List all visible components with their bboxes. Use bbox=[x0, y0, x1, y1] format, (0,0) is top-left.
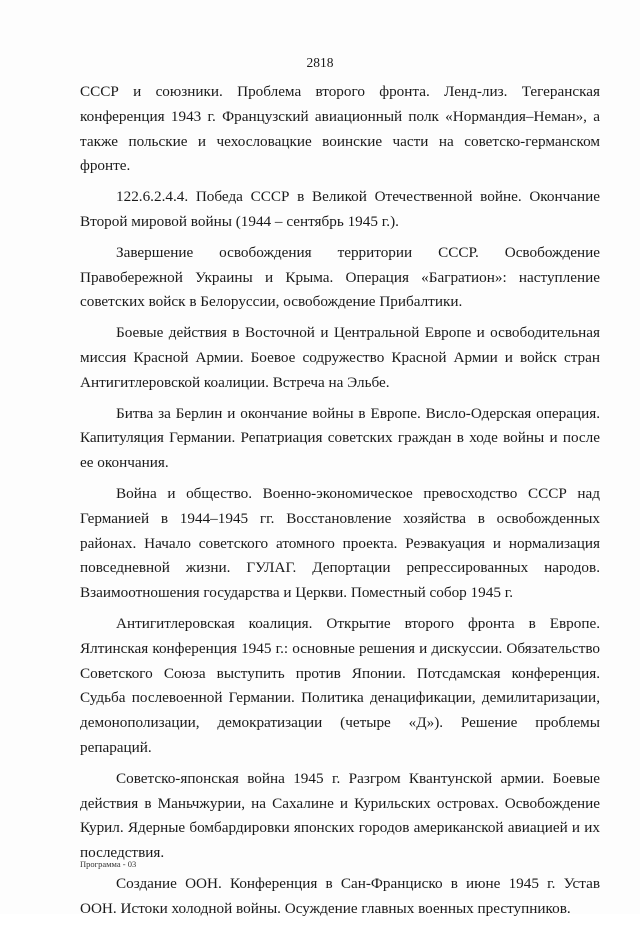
paragraph: Война и общество. Военно-экономическое превосходство СССР над Германией в 1944–1945 гг. Восстановление хозяйства в освобожденных районах. Начало советского атомного проекта. Реэвакуация и нормализация повседневной жизни. ГУЛАГ. Депортации репрессированных народов. Взаимоотношения государства и Церкви. Поместный собор 1945 г. bbox=[80, 484, 600, 602]
paragraph: СССР и союзники. Проблема второго фронта. Ленд-лиз. Тегеранская конференция 1943 г. Французский авиационный полк «Нормандия–Неман», а также польские и чехословацкие воинские части на советско-германском фронте. bbox=[80, 83, 600, 175]
paragraph: Создание ООН. Конференция в Сан-Франциско в июне 1945 г. Устав ООН. Истоки холодной войны. Осуждение главных военных преступников. bbox=[80, 874, 600, 917]
paragraph: Боевые действия в Восточной и Центральной Европе и освободительная миссия Красной Армии. Боевое содружество Красной Армии и войск стран Антигитлеровской коалиции. Встреча на Эльбе. bbox=[80, 324, 600, 391]
paragraph: Завершение освобождения территории СССР. Освобождение Правобережной Украины и Крыма. Операция «Багратион»: наступление советских войск в Белоруссии, освобождение Прибалтики. bbox=[80, 243, 600, 311]
paragraph: Битва за Берлин и окончание войны в Европе. Висло-Одерская операция. Капитуляция Германии. Репатриация советских граждан в ходе войны и после ее окончания. bbox=[80, 404, 600, 472]
paragraph: Советско-японская война 1945 г. Разгром Квантунской армии. Боевые действия в Маньчжурии, на Сахалине и Курильских островах. Освобождение Курил. Ядерные бомбардировки японских городов американской авиацией и их последствия. bbox=[80, 769, 600, 862]
paragraph: Антигитлеровская коалиция. Открытие второго фронта в Европе. Ялтинская конференция 1945 г.: основные решения и дискуссии. Обязательство Советского Союза выступить против Японии. Потсдамская конференция. Судьба послевоенной Германии. Политика денацификации, демилитаризации, демонополизации, демократизации (четыре «Д»). Решение проблемы репараций. bbox=[80, 614, 600, 756]
section-heading: 122.6.2.4.4. Победа СССР в Великой Отечественной войне. Окончание Второй мировой войны (1944 – сентябрь 1945 г.). bbox=[80, 188, 600, 230]
page-footer: Программа - 03 bbox=[80, 859, 137, 869]
page-number: 2818 bbox=[306, 55, 334, 70]
document-body bbox=[80, 80, 600, 928]
